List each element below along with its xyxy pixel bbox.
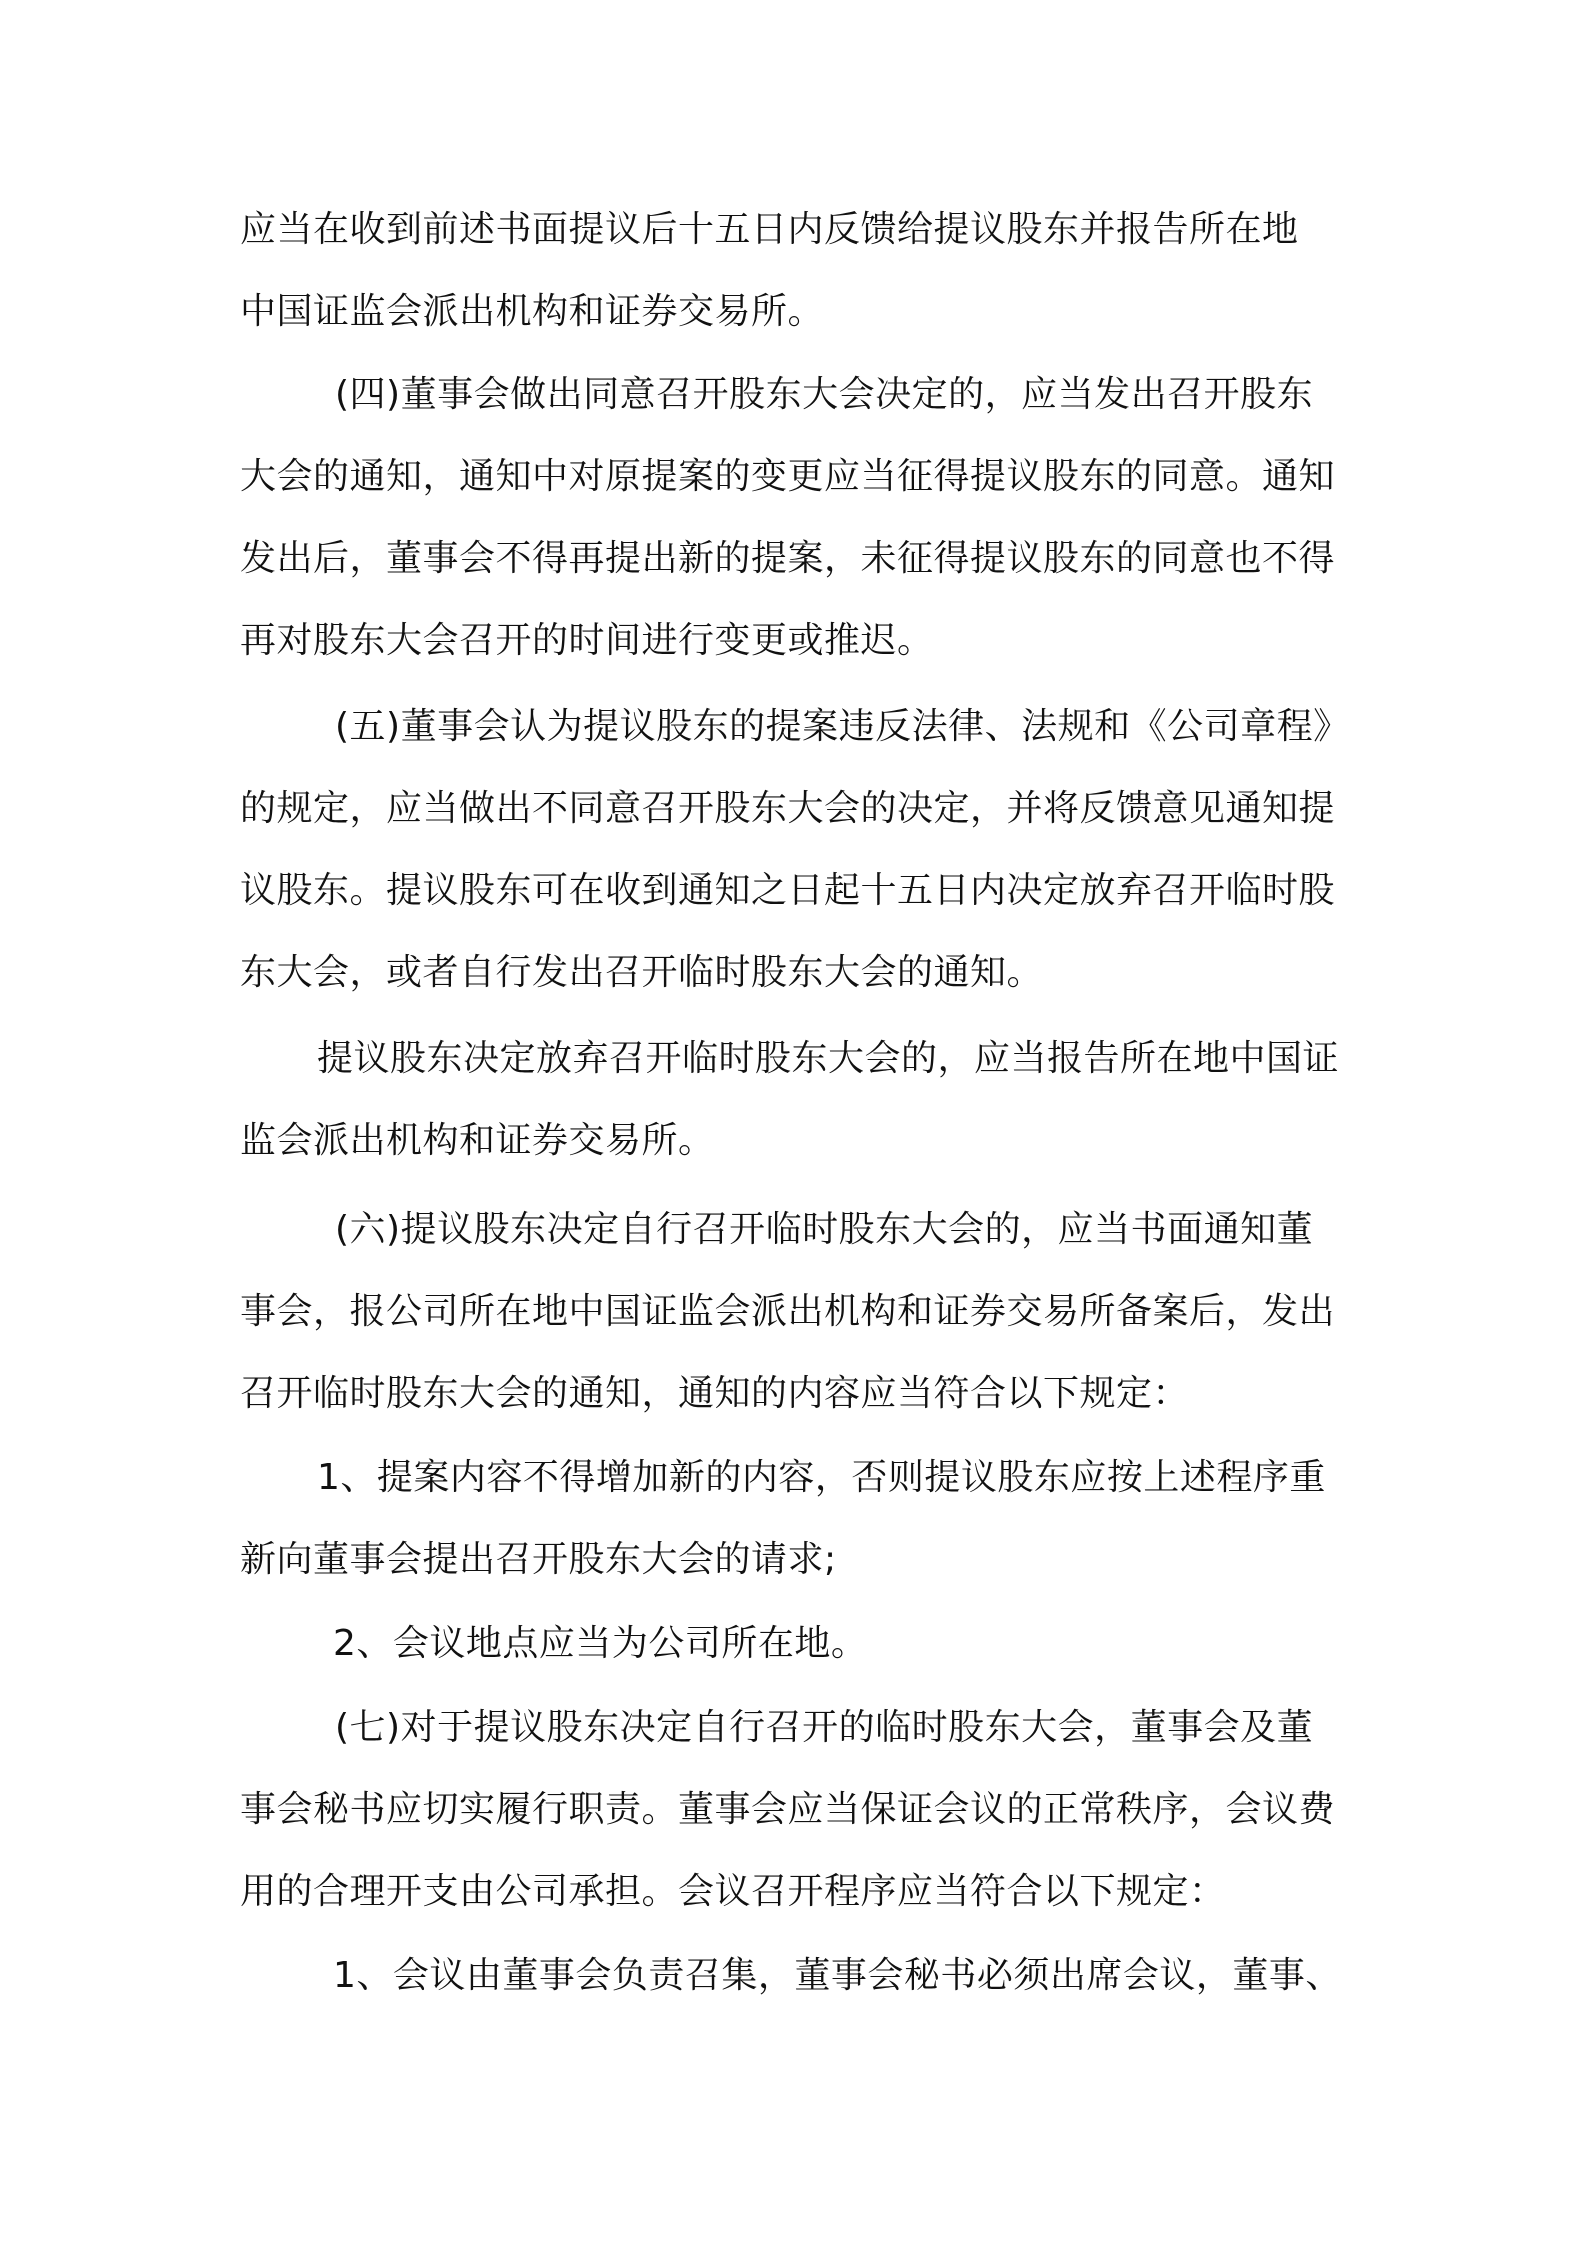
text-line: 发出后，董事会不得再提出新的提案，未征得提议股东的同意也不得 bbox=[240, 538, 1336, 579]
text-line: 应当在收到前述书面提议后十五日内反馈给提议股东并报告所在地 bbox=[240, 209, 1299, 250]
text-line: 1、会议由董事会负责召集，董事会秘书必须出席会议，董事、 bbox=[333, 1955, 1342, 1996]
text-line: 大会的通知，通知中对原提案的变更应当征得提议股东的同意。通知 bbox=[240, 456, 1336, 497]
text-line: 新向董事会提出召开股东大会的请求; bbox=[240, 1539, 837, 1580]
text-line: 1、提案内容不得增加新的内容，否则提议股东应按上述程序重 bbox=[317, 1457, 1326, 1498]
text-line: (七)对于提议股东决定自行召开的临时股东大会，董事会及董 bbox=[335, 1707, 1314, 1748]
text-line: 中国证监会派出机构和证券交易所。 bbox=[240, 291, 825, 332]
text-line: 的规定，应当做出不同意召开股东大会的决定，并将反馈意见通知提 bbox=[240, 788, 1336, 829]
text-line: 监会派出机构和证券交易所。 bbox=[240, 1120, 715, 1161]
text-line: 东大会，或者自行发出召开临时股东大会的通知。 bbox=[240, 952, 1044, 993]
text-line: 再对股东大会召开的时间进行变更或推迟。 bbox=[240, 620, 934, 661]
text-line: 事会秘书应切实履行职责。董事会应当保证会议的正常秩序，会议费 bbox=[240, 1789, 1336, 1830]
text-line: 2、会议地点应当为公司所在地。 bbox=[333, 1623, 868, 1664]
text-line: (五)董事会认为提议股东的提案违反法律、法规和《公司章程》 bbox=[335, 706, 1350, 747]
text-line: 提议股东决定放弃召开临时股东大会的，应当报告所在地中国证 bbox=[317, 1038, 1340, 1079]
text-line: 议股东。提议股东可在收到通知之日起十五日内决定放弃召开临时股 bbox=[240, 870, 1336, 911]
text-line: (四)董事会做出同意召开股东大会决定的，应当发出召开股东 bbox=[335, 374, 1314, 415]
text-line: 召开临时股东大会的通知，通知的内容应当符合以下规定： bbox=[240, 1373, 1190, 1414]
text-line: (六)提议股东决定自行召开临时股东大会的，应当书面通知董 bbox=[335, 1209, 1314, 1250]
text-line: 用的合理开支由公司承担。会议召开程序应当符合以下规定： bbox=[240, 1871, 1226, 1912]
text-line: 事会，报公司所在地中国证监会派出机构和证券交易所备案后，发出 bbox=[240, 1291, 1336, 1332]
